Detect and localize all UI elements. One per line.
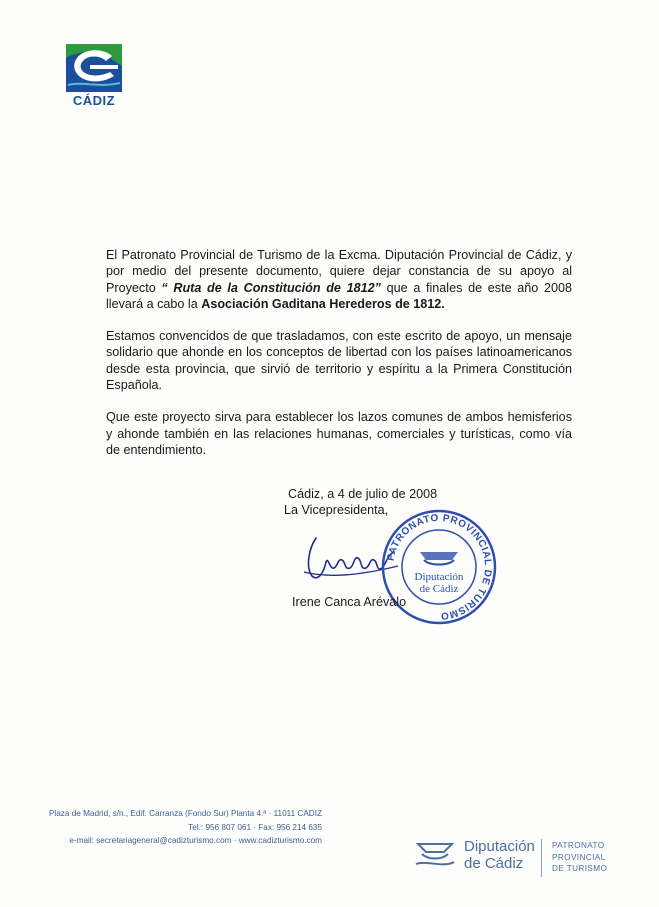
diputacion-emblem-icon bbox=[414, 838, 456, 868]
stamp-center-line1: Diputación bbox=[414, 571, 464, 583]
p1-text-start: El Patronato Provincial de Turismo de la Excma. Diputación Provincial de Cádiz, y por medio del presente documento, quiere dejar constancia de su apoyo al Proyecto bbox=[106, 248, 572, 295]
letter-body bbox=[106, 247, 572, 474]
paragraph-3: Que este proyecto sirva para establecer los lazos comunes de ambos hemisferios y ahonde también en las relaciones humanas, comerciales y turísticas, como vía de entendimiento. bbox=[106, 410, 572, 457]
footer-unit-line2: PROVINCIAL bbox=[552, 852, 606, 862]
place-date: Cádiz, a 4 de julio de 2008 bbox=[288, 487, 438, 501]
footer-unit-name bbox=[552, 840, 607, 875]
project-name: “ Ruta de la Constitución de 1812” bbox=[161, 280, 381, 295]
paragraph-2: Estamos convencidos de que trasladamos, con este escrito de apoyo, un mensaje solidario que ahonde en los conceptos de libertad con los países latinoamericanos desde esta provincia, que sirvió de territorio y espíritu a la Primera Constitución Española. bbox=[106, 329, 572, 393]
footer-address-line: Plaza de Madrid, s/n., Edif. Carranza (Fondo Sur) Planta 4.ª · 11011 CADIZ bbox=[48, 809, 322, 818]
footer-org-name-line2: de Cádiz bbox=[464, 855, 524, 872]
footer-divider bbox=[541, 839, 542, 877]
cadiz-logo-icon bbox=[66, 44, 122, 92]
p1-text-middle: que a finales de este año 2008 llevará a cabo la bbox=[106, 280, 572, 311]
stamp-ring-text: PATRONATO PROVINCIAL DE TURISMO bbox=[385, 512, 494, 622]
footer-phone-line: Tel.: 956 807 061 · Fax: 956 214 635 bbox=[188, 822, 322, 832]
association-name: Asociación Gaditana Herederos de 1812. bbox=[201, 296, 445, 311]
footer-address bbox=[49, 807, 322, 848]
footer-org-name-line1: Diputación bbox=[464, 838, 535, 855]
footer-email-line: e-mail: secretariageneral@cadizturismo.com · www.cadizturismo.com bbox=[69, 836, 322, 845]
footer-unit-line3: DE TURISMO bbox=[552, 864, 608, 873]
paragraph-1 bbox=[106, 247, 572, 312]
footer-unit-line1: PATRONATO bbox=[552, 841, 605, 850]
logo-wordmark: CÁDIZ bbox=[72, 93, 116, 108]
cadiz-logo bbox=[66, 44, 122, 110]
stamp-center-line2: de Cádiz bbox=[419, 583, 459, 595]
signer-name: Irene Canca Arévalo bbox=[292, 595, 407, 609]
signer-title: La Vicepresidenta, bbox=[284, 503, 389, 517]
